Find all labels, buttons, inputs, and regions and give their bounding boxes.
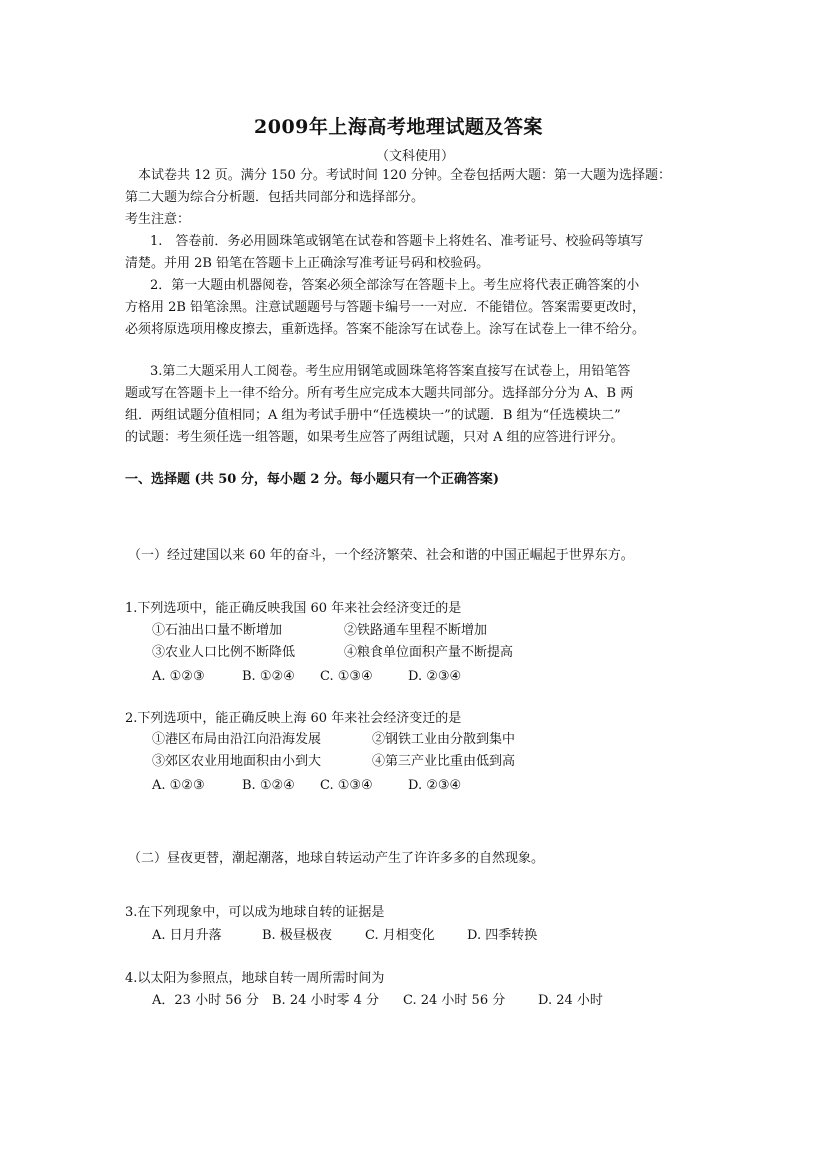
question-stem: 3.在下列现象中，可以成为地球自转的证据是 (125, 905, 385, 920)
note-line: 3.第二大题采用人工阅卷。考生应用钢笔或圆珠笔将答案直接写在试卷上，用铅笔答 (150, 364, 631, 379)
answer-option: A. 日月升落 (152, 928, 222, 943)
note-line: 方格用 2B 铅笔涂黑。注意试题题号与答题卡编号一一对应．不能错位。答案需要更改时， (125, 300, 646, 315)
answer-option: B. 24 小时零 4 分 (272, 993, 380, 1008)
question-item: ②钢铁工业由分散到集中 (372, 732, 516, 747)
note-line: 1. 答卷前．务必用圆珠笔或钢笔在试卷和答题卡上将姓名、准考证号、校验码等填写 (150, 234, 644, 249)
document-subtitle: （文科使用） (376, 149, 455, 164)
section-heading: 一、选择题 (共 50 分，每小题 2 分。每小题只有一个正确答案) (125, 472, 500, 487)
group-intro: （二）昼夜更替，潮起潮落，地球自转运动产生了许许多多的自然现象。 (128, 851, 545, 866)
answer-option: C. 月相变化 (365, 928, 435, 943)
note-line: 组．两组试题分值相同；A 组为考试手册中“任选模块一”的试题．B 组为“任选模块二” (125, 408, 621, 423)
answer-option: D. 24 小时 (538, 993, 603, 1008)
note-line: 的试题：考生须任选一组答题，如果考生应答了两组试题，只对 A 组的应答进行评分。 (125, 430, 624, 445)
answer-option: B. 极昼极夜 (262, 928, 332, 943)
answer-option: A. ①②③ (152, 778, 205, 793)
note-line: 题或写在答题卡上一律不给分。所有考生应完成本大题共同部分。选择部分分为 A、B 两 (125, 386, 634, 401)
document-title: 2009年上海高考地理试题及答案 (254, 116, 543, 138)
question-item: ③农业人口比例不断降低 (152, 645, 296, 660)
question-stem: 2.下列选项中，能正确反映上海 60 年来社会经济变迁的是 (125, 711, 462, 726)
answer-option: D. ②③④ (408, 778, 462, 793)
note-line: 清楚。并用 2B 铅笔在答题卡上正确涂写准考证号码和校验码。 (125, 256, 490, 271)
group-intro: （一）经过建国以来 60 年的奋斗，一个经济繁荣、社会和谐的中国正崛起于世界东方。 (128, 548, 634, 563)
answer-option: D. ②③④ (408, 669, 462, 684)
answer-option: C. ①③④ (320, 778, 373, 793)
answer-option: D. 四季转换 (467, 928, 538, 943)
question-item: ②铁路通车里程不断增加 (344, 623, 488, 638)
answer-option: B. ①②④ (242, 778, 295, 793)
question-item: ①港区布局由沿江向沿海发展 (152, 732, 322, 747)
intro-line: 本试卷共 12 页。满分 150 分。考试时间 120 分钟。全卷包括两大题：第一大题为选择题： (138, 168, 671, 183)
answer-option: C. 24 小时 56 分 (403, 993, 506, 1008)
question-item: ④第三产业比重由低到高 (372, 754, 516, 769)
answer-option: A. ①②③ (152, 669, 205, 684)
answer-option: B. ①②④ (242, 669, 295, 684)
answer-option: C. ①③④ (320, 669, 373, 684)
answer-option: A．23 小时 56 分 (152, 993, 259, 1008)
question-item: ①石油出口量不断增加 (152, 623, 283, 638)
intro-line: 第二大题为综合分析题．包括共同部分和选择部分。 (125, 190, 425, 205)
note-line: 2．第一大题由机器阅卷，答案必须全部涂写在答题卡上。考生应将代表正确答案的小 (150, 278, 640, 293)
question-stem: 4.以太阳为参照点，地球自转一周所需时间为 (125, 971, 385, 986)
note-line: 必须将原选项用橡皮擦去，重新选择。答案不能涂写在试卷上。涂写在试卷上一律不给分。 (125, 322, 646, 337)
question-item: ③郊区农业用地面积由小到大 (152, 754, 322, 769)
intro-line: 考生注意： (125, 212, 191, 227)
question-item: ④粮食单位面积产量不断提高 (344, 645, 514, 660)
question-stem: 1.下列选项中，能正确反映我国 60 年来社会经济变迁的是 (125, 601, 462, 616)
